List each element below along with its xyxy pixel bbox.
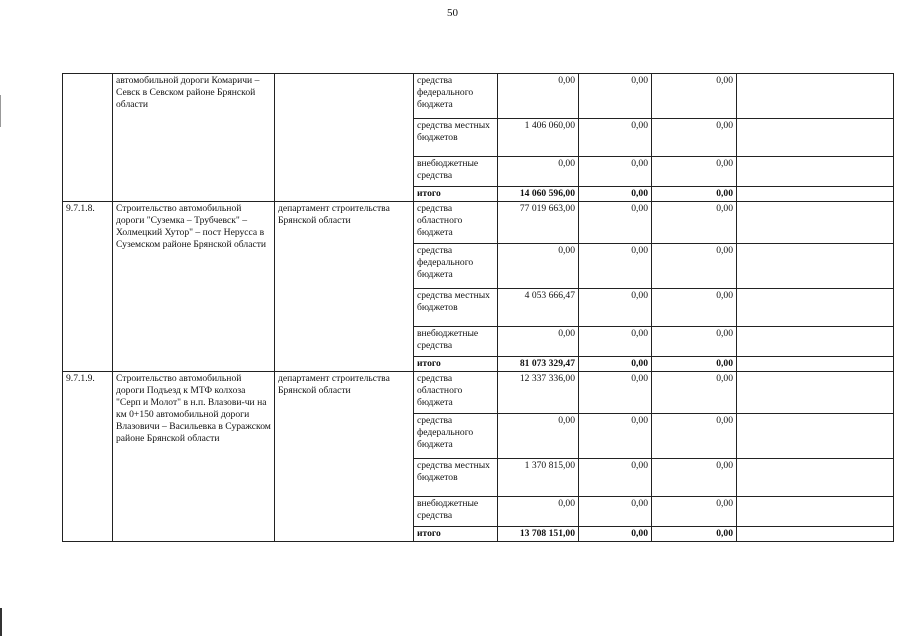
amount-1: 1 370 815,00: [498, 459, 579, 497]
table-row: [63, 202, 894, 244]
item-code: 9.7.1.9.: [63, 372, 113, 542]
amount-2: 0,00: [579, 414, 652, 459]
empty-cell: [737, 157, 894, 187]
empty-cell: [737, 372, 894, 414]
amount-3: 0,00: [652, 414, 737, 459]
total-amount-1: 14 060 596,00: [498, 187, 579, 202]
empty-cell: [737, 119, 894, 157]
funding-source-label: средства федерального бюджета: [414, 74, 498, 119]
item-code: 9.7.1.8.: [63, 202, 113, 372]
funding-source-label: средства местных бюджетов: [414, 289, 498, 327]
item-name: автомобильной дороги Комаричи – Севск в Севском районе Брянской области: [113, 74, 275, 202]
funding-source-label: внебюджетные средства: [414, 157, 498, 187]
amount-1: 0,00: [498, 74, 579, 119]
amount-3: 0,00: [652, 327, 737, 357]
empty-cell: [737, 202, 894, 244]
total-amount-2: 0,00: [579, 357, 652, 372]
empty-cell: [737, 527, 894, 542]
funding-source-label: средства федерального бюджета: [414, 414, 498, 459]
amount-3: 0,00: [652, 74, 737, 119]
empty-cell: [737, 187, 894, 202]
total-amount-1: 13 708 151,00: [498, 527, 579, 542]
total-amount-1: 81 073 329,47: [498, 357, 579, 372]
amount-2: 0,00: [579, 497, 652, 527]
item-name: Строительство автомобильной дороги Подъезд к МТФ колхоза "Серп и Молот" в н.п. Влазови-чи на км 0+150 автомобильной дороги Влазовичи – Васильевка в Суражском районе Брянской области: [113, 372, 275, 542]
scan-edge-mark-top-left: [0, 95, 1, 127]
amount-1: 0,00: [498, 244, 579, 289]
amount-3: 0,00: [652, 202, 737, 244]
amount-2: 0,00: [579, 327, 652, 357]
funding-source-label: внебюджетные средства: [414, 497, 498, 527]
amount-1: 12 337 336,00: [498, 372, 579, 414]
total-label: итого: [414, 187, 498, 202]
empty-cell: [737, 459, 894, 497]
amount-3: 0,00: [652, 497, 737, 527]
funding-source-label: средства местных бюджетов: [414, 459, 498, 497]
amount-3: 0,00: [652, 372, 737, 414]
funding-source-label: средства федерального бюджета: [414, 244, 498, 289]
amount-3: 0,00: [652, 119, 737, 157]
amount-1: 0,00: [498, 414, 579, 459]
item-name: Строительство автомобильной дороги "Суземка – Трубчевск" – Холмецкий Хутор" – пост Нерусса в Суземском районе Брянской области: [113, 202, 275, 372]
empty-cell: [737, 327, 894, 357]
amount-1: 0,00: [498, 497, 579, 527]
amount-2: 0,00: [579, 74, 652, 119]
budget-table: [62, 73, 894, 542]
funding-source-label: средства местных бюджетов: [414, 119, 498, 157]
amount-2: 0,00: [579, 202, 652, 244]
item-executor: [275, 74, 414, 202]
amount-1: 77 019 663,00: [498, 202, 579, 244]
amount-2: 0,00: [579, 459, 652, 497]
amount-3: 0,00: [652, 289, 737, 327]
item-executor: департамент строительства Брянской области: [275, 372, 414, 542]
total-label: итого: [414, 527, 498, 542]
amount-1: 0,00: [498, 327, 579, 357]
funding-source-label: средства областного бюджета: [414, 372, 498, 414]
total-amount-3: 0,00: [652, 187, 737, 202]
page-number: 50: [447, 7, 458, 19]
amount-2: 0,00: [579, 244, 652, 289]
amount-3: 0,00: [652, 244, 737, 289]
amount-1: 1 406 060,00: [498, 119, 579, 157]
total-amount-2: 0,00: [579, 527, 652, 542]
amount-3: 0,00: [652, 459, 737, 497]
amount-2: 0,00: [579, 289, 652, 327]
funding-source-label: внебюджетные средства: [414, 327, 498, 357]
empty-cell: [737, 414, 894, 459]
item-code: [63, 74, 113, 202]
amount-2: 0,00: [579, 119, 652, 157]
empty-cell: [737, 497, 894, 527]
empty-cell: [737, 357, 894, 372]
table-row: [63, 74, 894, 119]
amount-3: 0,00: [652, 157, 737, 187]
empty-cell: [737, 289, 894, 327]
funding-source-label: средства областного бюджета: [414, 202, 498, 244]
amount-2: 0,00: [579, 372, 652, 414]
amount-2: 0,00: [579, 157, 652, 187]
total-amount-3: 0,00: [652, 357, 737, 372]
scan-edge-mark-left: [0, 608, 2, 636]
total-amount-2: 0,00: [579, 187, 652, 202]
empty-cell: [737, 74, 894, 119]
total-amount-3: 0,00: [652, 527, 737, 542]
item-executor: департамент строительства Брянской области: [275, 202, 414, 372]
total-label: итого: [414, 357, 498, 372]
amount-1: 4 053 666,47: [498, 289, 579, 327]
budget-table-body: [63, 74, 894, 542]
empty-cell: [737, 244, 894, 289]
table-row: [63, 372, 894, 414]
amount-1: 0,00: [498, 157, 579, 187]
